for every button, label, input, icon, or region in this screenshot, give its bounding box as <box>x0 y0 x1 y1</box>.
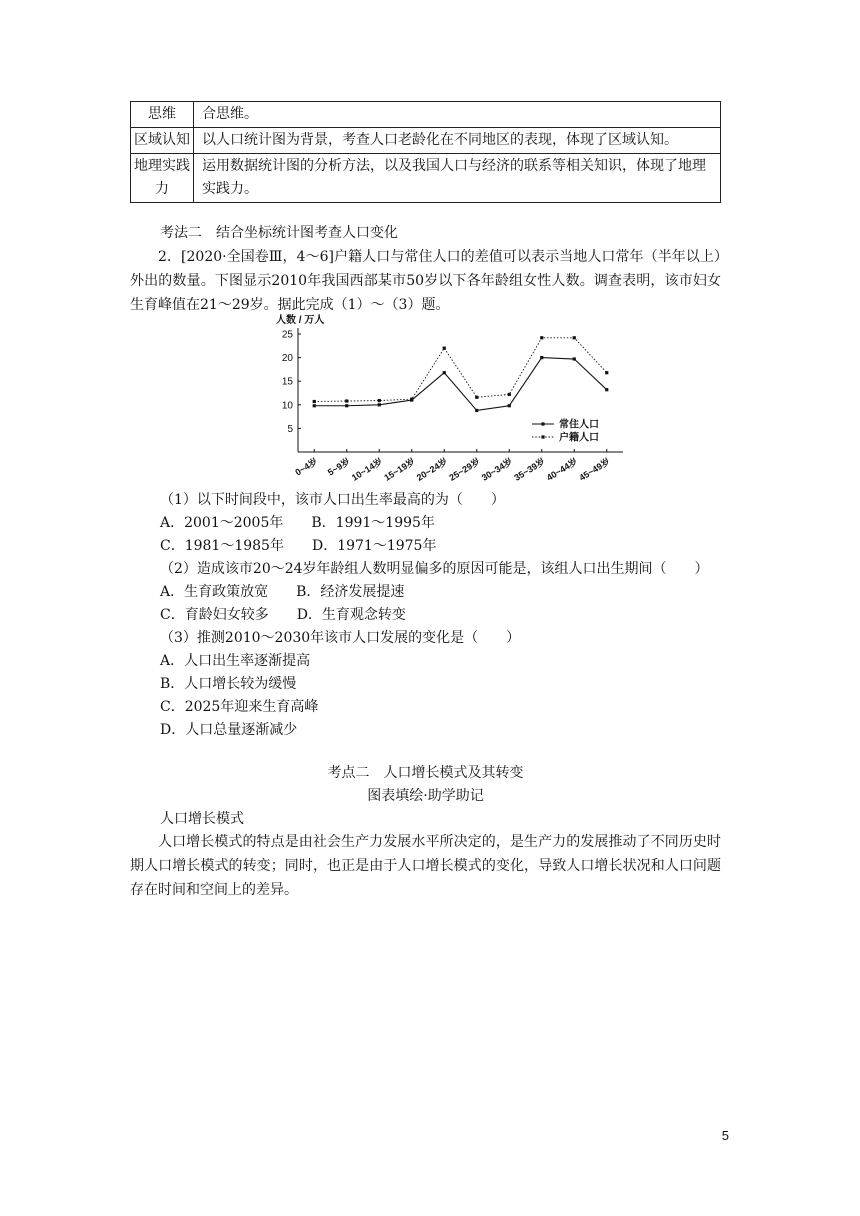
question-3-option-d: D．人口总量逐渐减少 <box>160 722 298 738</box>
body-paragraph: 人口增长模式的特点是由社会生产力发展水平所决定的，是生产力的发展推动了不同历史时期人口增长模式的转变；同时，也正是由于人口增长模式的变化，导致人口增长状况和人口问题存在时间和空间上的差异。 <box>130 834 721 898</box>
question-2-stem: （2）造成该市20～24岁年龄组人数明显偏多的原因可能是，该组人口出生期间（ ） <box>160 561 709 577</box>
y-tick-label: 15 <box>281 376 293 388</box>
y-tick-label: 10 <box>281 400 293 412</box>
data-point-registered <box>540 336 543 339</box>
question-1-options-cd: C．1981～1985年 D．1971～1975年 <box>160 538 437 554</box>
method-title: 考法二 结合坐标统计图考查人口变化 <box>160 225 398 241</box>
legend-label: 户籍人口 <box>559 432 599 444</box>
data-point-resident <box>605 388 608 391</box>
data-point-resident <box>508 404 511 407</box>
question-3-option-b: B．人口增长较为缓慢 <box>160 676 297 692</box>
x-tick-label: 10~14岁 <box>349 456 385 483</box>
data-point-registered <box>508 393 511 396</box>
question-2-options-ab: A．生育政策放宽 B．经济发展提速 <box>160 584 405 600</box>
series-line-resident <box>314 358 607 411</box>
data-point-resident <box>573 357 576 360</box>
data-point-resident <box>475 409 478 412</box>
y-tick-label: 20 <box>281 353 293 365</box>
legend-marker <box>541 435 544 438</box>
legend-label: 常住人口 <box>559 419 599 431</box>
data-point-resident <box>443 371 446 374</box>
x-tick-label: 30~34岁 <box>479 456 515 483</box>
data-point-registered <box>605 371 608 374</box>
x-tick-label: 5~9岁 <box>325 456 352 478</box>
table-value: 运用数据统计图的分析方法，以及我国人口与经济的联系等相关知识，体现了地理实践力。 <box>194 154 721 203</box>
subheading: 人口增长模式 <box>160 811 244 827</box>
x-tick-label: 0~4岁 <box>293 456 320 478</box>
table-row <box>131 128 721 154</box>
question-1-stem: （1）以下时间段中，该市人口出生率最高的为（ ） <box>160 492 505 508</box>
question-2-options-cd: C．育龄妇女较多 D．生育观念转变 <box>160 607 406 623</box>
table-row <box>131 154 721 203</box>
x-tick-label: 45~49岁 <box>577 456 612 483</box>
y-axis-label: 人数 / 万人 <box>276 315 325 326</box>
question-3-stem: （3）推测2010～2030年该市人口发展的变化是（ ） <box>160 630 521 646</box>
data-point-registered <box>313 400 316 403</box>
table-row <box>131 102 721 128</box>
data-point-resident <box>378 403 381 406</box>
data-point-resident <box>540 356 543 359</box>
data-point-registered <box>410 398 413 401</box>
y-tick-label: 5 <box>287 423 293 435</box>
x-tick-label: 20~24岁 <box>414 456 450 483</box>
question-intro: 2．[2020·全国卷Ⅲ，4～6]户籍人口与常住人口的差值可以表示当地人口常年（半年以上）外出的数量。下图显示2010年我国西部某市50岁以下各年龄组女性人数。调查表明，该市妇女生育峰值在21～29岁。据此完成（1）～（3）题。 <box>130 249 721 313</box>
competency-table <box>130 101 721 203</box>
data-point-registered <box>345 399 348 402</box>
table-key: 思维 <box>131 102 194 128</box>
data-point-registered <box>475 396 478 399</box>
y-tick-label: 25 <box>281 329 293 341</box>
question-1-options-ab: A．2001～2005年 B．1991～1995年 <box>160 515 435 531</box>
x-tick-label: 15~19岁 <box>382 456 417 483</box>
table-key: 区域认知 <box>131 128 194 154</box>
x-tick-label: 35~39岁 <box>512 456 547 483</box>
population-line-chart <box>270 310 630 495</box>
x-tick-label: 40~44岁 <box>544 456 580 483</box>
question-3-option-a: A．人口出生率逐渐提高 <box>160 653 311 669</box>
page-number: 5 <box>721 1128 729 1143</box>
data-point-registered <box>573 336 576 339</box>
data-point-resident <box>313 404 316 407</box>
table-key: 地理实践力 <box>131 154 194 203</box>
section-subtitle: 图表填绘·助学助记 <box>367 788 484 804</box>
legend-marker <box>541 422 544 425</box>
table-value: 合思维。 <box>194 102 721 128</box>
x-tick-label: 25~29岁 <box>447 456 482 483</box>
question-3-option-c: C．2025年迎来生育高峰 <box>160 699 319 715</box>
data-point-registered <box>443 347 446 350</box>
data-point-registered <box>378 399 381 402</box>
data-point-resident <box>345 404 348 407</box>
table-value: 以人口统计图为背景，考查人口老龄化在不同地区的表现，体现了区域认知。 <box>194 128 721 154</box>
section-title: 考点二 人口增长模式及其转变 <box>327 765 524 781</box>
